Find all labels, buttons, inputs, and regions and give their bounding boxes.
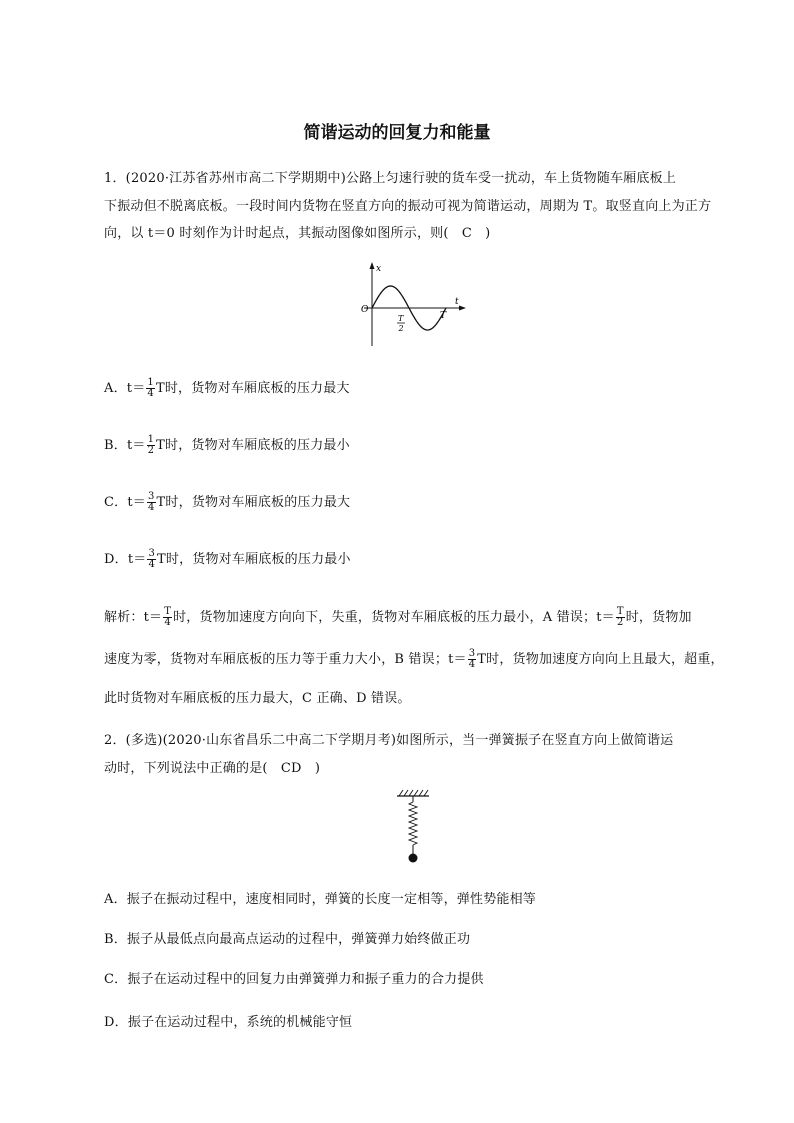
origin-label: O (361, 305, 369, 315)
page-title: 简谐运动的回复力和能量 (303, 123, 491, 143)
x-axis-label: x (376, 264, 382, 274)
q2-stem-line2: 动时，下列说法中正确的是( CD ) (104, 761, 321, 776)
oscillator-ball (409, 854, 418, 863)
ceiling-hatch (399, 790, 428, 796)
x-axis-arrow (370, 262, 375, 269)
q1-analysis-line2: 速度为零，货物对车厢底板的压力等于重力大小，B 错误；t＝ $\frac{3}{4}$ T时，货物加速度方向向上且最大，超重， (104, 648, 724, 670)
q1-analysis-line3: 此时货物对车厢底板的压力最大，C 正确、D 错误。 (104, 691, 411, 706)
t-axis-label: t (455, 297, 459, 307)
spring-oscillator-figure (393, 790, 433, 866)
q1-vibration-graph (360, 260, 470, 350)
t-axis-arrow (459, 306, 466, 311)
q1-option-a: A．t＝ $\frac{1}{4}$ T时，货物对车厢底板的压力最大 (104, 377, 350, 399)
q1-stem-line1: 1．(2020·江苏省苏州市高二下学期期中)公路上匀速行驶的货车受一扰动，车上货物随车厢底板上 (104, 171, 677, 186)
q1-option-c: C．t＝ $\frac{3}{4}$ T时，货物对车厢底板的压力最大 (104, 491, 351, 513)
q2-option-a: A．振子在振动过程中，速度相同时，弹簧的长度一定相等，弹性势能相等 (104, 892, 536, 907)
half-period-num: T (398, 314, 404, 323)
q1-analysis-line1: 解析：t＝ $\frac{T}{4}$ 时，货物加速度方向向下，失重，货物对车厢底板的压力最小，A 错误；t＝ $\frac{T}{2}$ 时，货物加 (104, 606, 692, 628)
q1-stem-line2: 下振动但不脱离底板。一段时间内货物在竖直方向的振动可视为简谐运动，周期为 T。取竖直向上为正方 (104, 199, 712, 214)
q1-option-d: D．t＝ $\frac{3}{4}$ T时，货物对车厢底板的压力最小 (104, 548, 351, 570)
half-period-den: 2 (398, 324, 404, 333)
period-label: T (440, 311, 447, 321)
spring-coil (409, 802, 417, 845)
q2-option-d: D．振子在运动过程中，系统的机械能守恒 (104, 1015, 353, 1030)
q1-option-b: B．t＝ $\frac{1}{2}$ T时，货物对车厢底板的压力最小 (104, 434, 350, 456)
q1-stem-line3: 向，以 t＝0 时刻作为计时起点，其振动图像如图所示，则( C ) (104, 226, 491, 241)
q2-option-c: C．振子在运动过程中的回复力由弹簧弹力和振子重力的合力提供 (104, 972, 484, 987)
q2-option-b: B．振子从最低点向最高点运动的过程中，弹簧弹力始终做正功 (104, 932, 471, 947)
q2-stem-line1: 2．(多选)(2020·山东省昌乐二中高二下学期月考)如图所示，当一弹簧振子在竖直方向上做简谐运 (104, 733, 674, 748)
